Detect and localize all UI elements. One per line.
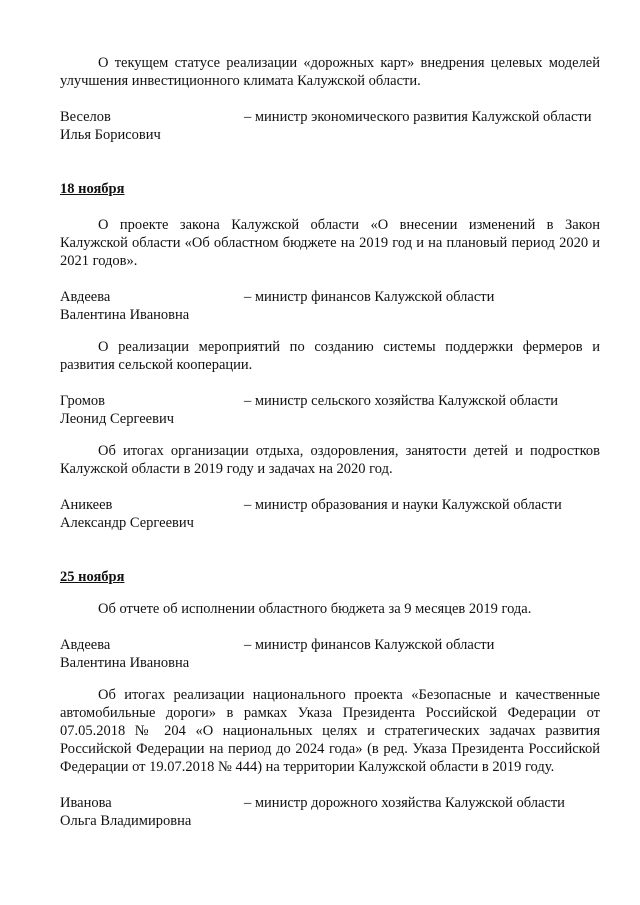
speaker-given-name: Валентина Ивановна	[60, 307, 190, 323]
speaker-block	[60, 496, 600, 532]
speaker-block	[60, 288, 600, 324]
agenda-topic: О реализации мероприятий по созданию системы поддержки фермеров и развития сельской кооперации.	[60, 339, 600, 373]
speaker-surname: Авдеева	[60, 289, 111, 305]
document-page	[60, 54, 600, 830]
speaker-given-name: Илья Борисович	[60, 127, 161, 143]
speaker-given-name: Ольга Владимировна	[60, 813, 192, 829]
speaker-block	[60, 794, 600, 830]
speaker-surname: Авдеева	[60, 637, 111, 653]
agenda-topic: Об итогах реализации национального проекта «Безопасные и качественные автомобильные дороги» в рамках Указа Президента Российской Федерации от 07.05.2018 № 204 «О национальных целях и стратегических задачах развития Российской Федерации на период до 2024 года» (в ред. Указа Президента Российской Федерации от 19.07.2018 № 444) на территории Калужской области в 2019 году.	[60, 687, 600, 775]
speaker-block	[60, 636, 600, 672]
speaker-given-name: Леонид Сергеевич	[60, 411, 175, 427]
date-heading: 25 ноября	[60, 569, 125, 585]
date-heading: 18 ноября	[60, 181, 125, 197]
agenda-topic: Об итогах организации отдыха, оздоровления, занятости детей и подростков Калужской области в 2019 году и задачах на 2020 год.	[60, 443, 600, 477]
speaker-role: – министр образования и науки Калужской области	[244, 497, 562, 513]
speaker-block	[60, 392, 600, 428]
speaker-surname: Аникеев	[60, 497, 113, 513]
speaker-role: – министр дорожного хозяйства Калужской области	[244, 795, 565, 811]
speaker-surname: Иванова	[60, 795, 112, 811]
speaker-given-name: Александр Сергеевич	[60, 515, 194, 531]
speaker-role: – министр финансов Калужской области	[244, 637, 495, 653]
speaker-role: – министр сельского хозяйства Калужской области	[244, 393, 559, 409]
speaker-role: – министр финансов Калужской области	[244, 289, 495, 305]
speaker-role: – министр экономического развития Калужской области	[244, 109, 592, 125]
agenda-topic: О проекте закона Калужской области «О внесении изменений в Закон Калужской области «Об областном бюджете на 2019 год и на плановый период 2020 и 2021 годов».	[60, 217, 600, 269]
agenda-topic: О текущем статусе реализации «дорожных карт» внедрения целевых моделей улучшения инвестиционного климата Калужской области.	[60, 55, 600, 89]
speaker-surname: Громов	[60, 393, 105, 409]
speaker-surname: Веселов	[60, 109, 111, 125]
agenda-topic: Об отчете об исполнении областного бюджета за 9 месяцев 2019 года.	[98, 601, 532, 617]
speaker-block	[60, 108, 600, 144]
speaker-given-name: Валентина Ивановна	[60, 655, 190, 671]
